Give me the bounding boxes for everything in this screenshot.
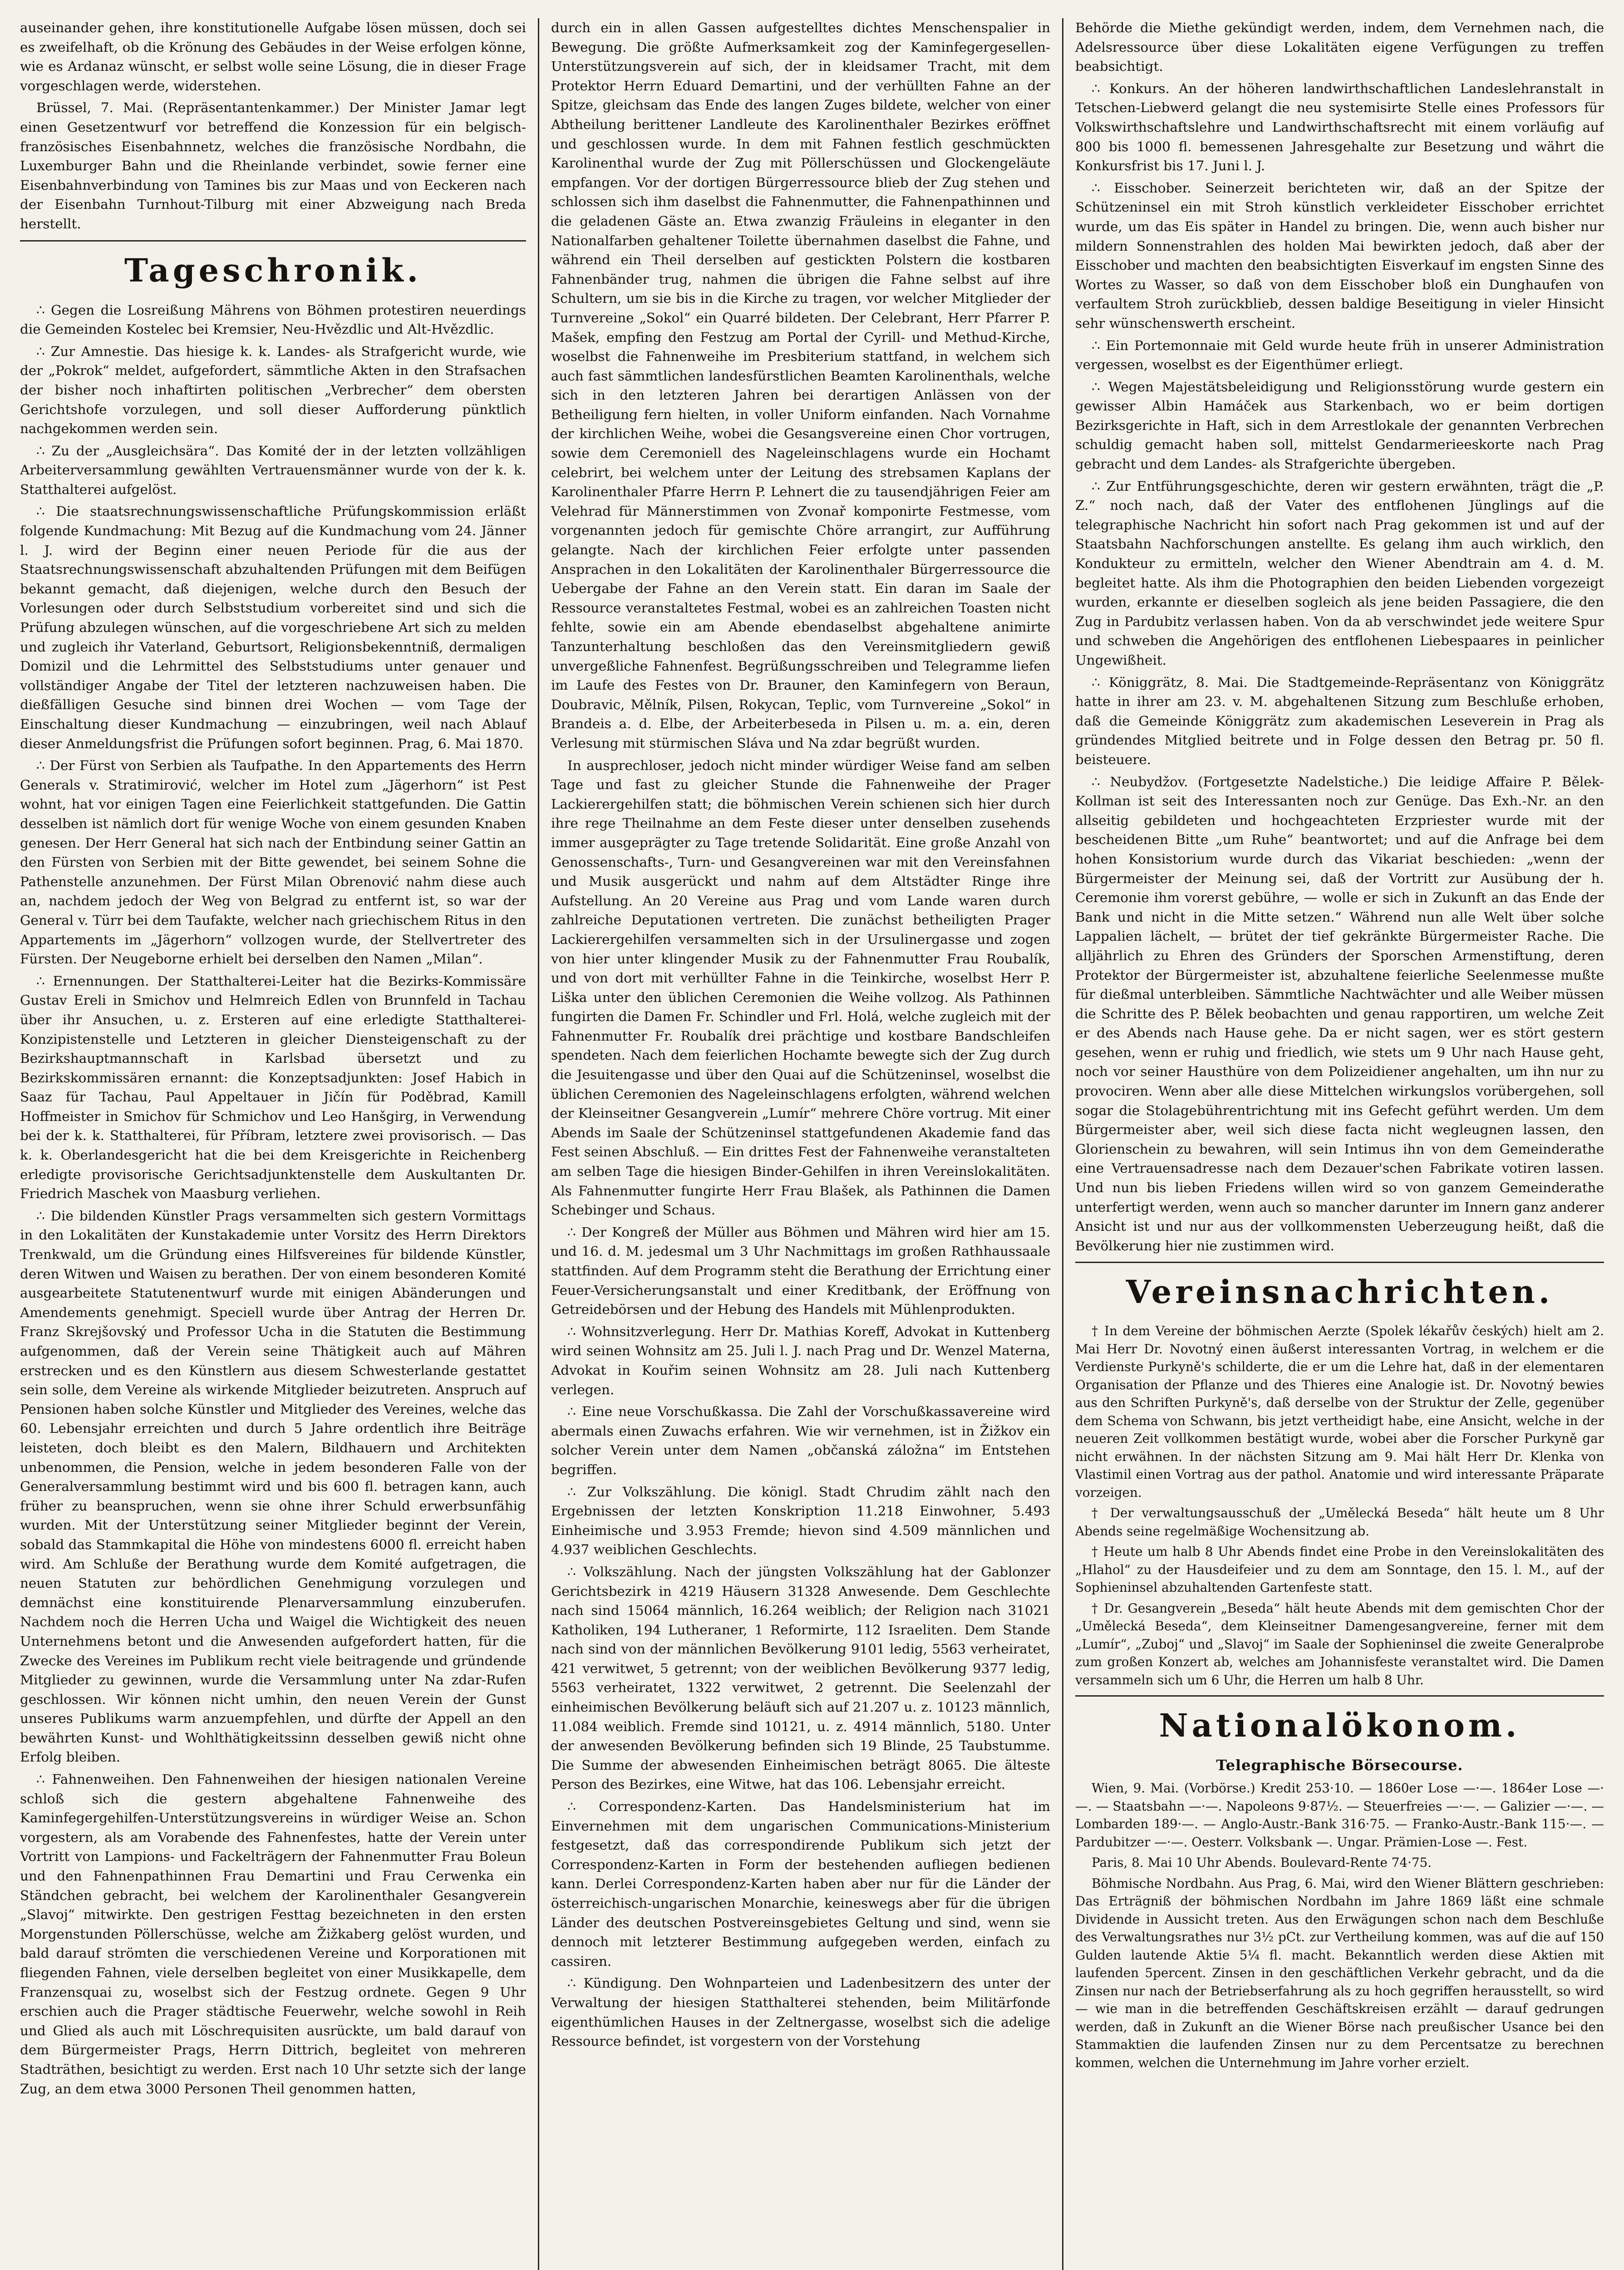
section-divider [20,240,526,242]
article-lackierer: In ausprechloser, jedoch nicht minder würdiger Weise fand am selben Tage und fast zu gleicher Stunde die Fahnenweihe der Prager Lackierergehilfen statt; die böhmischen Verein schienen sich hier durch ihre rege Theilnahme an dem Feste dieser unter denselben zusehends immer ausgeprägter zu Tage tretende Solidarität. Eine große Anzahl von Genossenschafts-, Turn- und Gesangvereinen war mit den Vereinsfahnen und Musik ausgerückt und nahm auf dem Altstädter Ringe ihre Aufstellung. An 20 Vereine aus Prag und vom Lande waren durch zahlreiche Deputationen vertreten. Die zunächst betheiligten Prager Lackierergehilfen versammelten sich in der Ursulinergasse und zogen von hier unter klingender Musik zu der Fahnenmutter Frau Roubalík, und von dort mit verhüllter Fahne in die Teinkirche, woselbst Herr P. Liška unter den üblichen Ceremonien die Weihe vollzog. Als Pathinnen fungirten die Damen Fr. Schindler und Frl. Holá, welche zugleich mit der Fahnenmutter Fr. Roubalík drei prächtige und kostbare Bandschleifen spendeten. Nach dem feierlichen Hochamte bewegte sich der Zug durch die Jesuitengasse und über den Quai auf die Schützeninsel, woselbst die üblichen Ceremonien des Nageleinschlagens erfolgten, während welchen der Kleinseitner Gesangverein „Lumír“ mehrere Chöre vortrug. Mit einer Abends im Saale der Schützeninsel stattgefundenen Akademie fand das Fest seinen Abschluß. — Ein drittes Fest der Fahnenweihe veranstalteten am selben Tage die hiesigen Binder-Gehilfen in ihren Vereinslokalitäten. Als Fahnenmutter fungirte Herr Frau Blašek, als Pathinnen die Damen Schebinger und Schaus. [551,757,1050,1218]
section-title-vereinsnachrichten: Vereinsnachrichten. [1126,1273,1554,1311]
article-amnestie: ∴ Zur Amnestie. Das hiesige k. k. Landes- als Strafgericht wurde, wie der „Pokrok“ meldet, aufgefordert, sämmtliche Akten in den Strafsachen der bisher noch inhaftirten politischen „Verbrecher“ dem obersten Gerichtshofe vorzulegen, und soll dieser Aufforderung pünktlich nachgekommen werden sein. [20,343,526,437]
article-volkszaehlung-chrudim: ∴ Zur Volkszählung. Die königl. Stadt Chrudim zählt nach den Ergebnissen der letzten Konskription 11.218 Einwohner, 5.493 Einheimische und 3.953 Fremde; hievon sind 4.509 männlichen und 4.937 weiblichen Geschlechts. [551,1484,1050,1558]
article-kuendigung-continuation: Behörde die Miethe gekündigt werden, indem, dem Vernehmen nach, die Adelsressource über diese Lokalitäten eigene Verfügungen zu treffen beabsichtigt. [1075,20,1604,74]
article-vorschusskassa: ∴ Eine neue Vorschußkassa. Die Zahl der Vorschußkassavereine wird abermals einen Zuwachs erfahren. Wie wir vernehmen, ist in Žižkov ein solcher Verein unter dem Namen „občanská záložna“ im Entstehen begriffen. [551,1404,1050,1477]
vereins-block [1075,1322,1604,1689]
article-ernennungen: ∴ Ernennungen. Der Statthalterei-Leiter hat die Bezirks-Kommissäre Gustav Ereli in Smichov und Helmreich Edlen von Brunnfeld in Tachau über ihr Ansuchen, u. z. Ersteren auf eine erledigte Statthalterei-Konzipistenstelle und Letzteren in gleicher Diensteigenschaft zu der Bezirkshauptmannschaft in Karlsbad übersetzt und zu Bezirkskommissären ernannt: die Konzeptsadjunkten: Josef Habich in Saaz für Tachau, Paul Appeltauer in Jičín für Poděbrad, Kamill Hoffmeister in Smichov für Schmichov und Leo Hanšgirg, in Verwendung bei der k. k. Statthalterei, für Příbram, letztere zwei provisorisch. — Das k. k. Oberlandesgericht hat die bei dem Kreisgerichte in Reichenberg erledigte provisorische Gerichtsadjunktenstelle dem Auskultanten Dr. Friedrich Maschek von Maasburg verliehen. [20,973,526,1202]
subheading-boersecourse: Telegraphische Börsecourse. [1216,1757,1463,1774]
article-fahnenweihen-continuation: durch ein in allen Gassen aufgestelltes dichtes Menschenspalier in Bewegung. Die größte Aufmerksamkeit zog der Kaminfegergesellen-Unterstützungsverein auf sich, der in kleidsamer Tracht, mit dem Protektor Herrn Eduard Demartini, und der verhüllten Fahne an der Spitze, gleichsam das Ende des langen Zuges bildete, welcher von einer Abtheilung berittener Landleute des Karolinenthaler Bezirkes eröffnet und geschlossen wurde. In dem mit Fahnen festlich geschmückten Karolinenthal wurde der Zug mit Pöllerschüssen und Glockengeläute empfangen. Vor der dortigen Bürgerressource blieb der Zug stehen und schlossen sich ihm daselbst die Fahnenmutter, die Fahnenpathinnen und die geladenen Gäste an. Etwa zwanzig Fräuleins in eleganter in den Nationalfarben gehaltener Toilette übernahmen daselbst die Fahne, und während ein Theil derselben auf gestickten Polstern die kostbaren Fahnenbänder trug, nahmen die übrigen die Fahne selbst auf ihre Schultern, um sie bis in die Kirche zu tragen, vor welcher Mitglieder der Turnvereine „Sokol“ ein Quarré bildeten. Der Celebrant, Herr Pfarrer P. Mašek, empfing den Festzug am Portal der Cyrill- und Methud-Kirche, woselbst die Fahnenweihe im Presbiterium stattfand, in welchem sich auch fast sämmtlichen landesfürstlichen Beamten Karolinenthals, welche sich in den letzteren Jahren bei derartigen Anlässen von der Betheiligung fern hielten, in voller Uniform einfanden. Nach Vornahme der kirchlichen Weihe, wobei die Gesangsvereine einen Chor vortrugen, sowie dem Ceremoniell des Nageleinschlagens wurde ein Hochamt celebrirt, bei welchem unter der Leitung des strebsamen Kaplans der Karolinenthaler Pfarre Herrn P. Lehnert die zu tausendjährigen Feier am Velehrad für Männerstimmen von Zvonař komponirte Festmesse, vom vorgenannten jedoch für gemischte Chöre arrangirt, zur Aufführung gelangte. Nach der kirchlichen Feier erfolgte unter passenden Ansprachen in den Lokalitäten der Karolinenthaler Bürgerressource die Uebergabe der Fahne an den Verein statt. Ein daran im Saale der Ressource veranstaltetes Festmal, wobei es an zahlreichen Toasten nicht fehlte, sowie ein am Abende ebendaselbst abgehaltene animirte Tanzunterhaltung beschloßen das den Vereinsmitgliedern gewiß unvergeßliche Fahnenfest. Begrüßungsschreiben und Telegramme liefen im Laufe des Festes von Dr. Brauner, den Kaminfegern von Beraun, Doubravic, Mělník, Pilsen, Rokycan, Teplic, vom Turnvereine „Sokol“ in Brandeis a. d. Elbe, der Arbeiterbeseda in Pilsen u. m. a. ein, deren Verlesung mit stürmischen Sláva und Na zdar begrüßt wurden. [551,20,1050,751]
section-title-nationaloekonom: Nationalökonom. [1159,1707,1521,1745]
article-aerzte: † In dem Vereine der böhmischen Aerzte (Spolek lékařův českých) hielt am 2. Mai Herr Dr. Novotný einen äußerst interessanten Vortrag, in welchem er die Verdienste Purkyně's schilderte, die er um die Lehre hat, daß in der elementaren Organisation der Pflanze und des Thieres eine Analogie ist. Dr. Novotný bewies aus den Schriften Purkyně's, daß derselbe von der Struktur der Zelle, gegenüber dem Schema von Schwann, bis jetzt vertheidigt habe, eine Ansicht, welche in der neueren Zeit vollkommen bestätigt wurde, wobei aber die Forscher Purkyně gar nicht erwähnen. In der nächsten Sitzung am 9. Mai hält Herr Dr. Klenka von Vlastimil einen Vortrag aus der pathol. Anatomie und wird interessante Präparate vorzeigen. [1075,1323,1604,1500]
article-kuenstler: ∴ Die bildenden Künstler Prags versammelten sich gestern Vormittags in den Lokalitäten der Kunstakademie unter Vorsitz des Herrn Direktors Trenkwald, um die Gründung eines Hilfsvereines für bildende Künstler, deren Witwen und Waisen zu berathen. Der von einem besonderen Komité ausgearbeitete Statutenentwurf wurde mit einigen Abänderungen und Amendements genehmigt. Speciell wurde über Antrag der Herren Dr. Franz Skrejšovský und Professor Ucha in die Statuten die Bestimmung aufgenommen, daß der Verein seine Thätigkeit auch auf Mähren erstrecken und es den Künstlern aus diesem Schwesterlande gestattet sein solle, dem Vereine als wirkende Mitglieder beizutreten. Anspruch auf Pensionen haben solche Künstler und Mitglieder des Vereines, welche das 60. Lebensjahr erreichten und durch 5 Jahre ordentlich ihre Beiträge leisteten, doch bleibt es den Malern, Bildhauern und Architekten unbenommen, die Pension, welche in jedem besonderen Falle von der Generalversammlung bestimmt wird und bis 600 fl. betragen kann, auch früher zu beanspruchen, wenn sie ohne ihrer Schuld erwerbsunfähig wurden. Mit der Unterstützung seiner Mitglieder beginnt der Verein, sobald das Stammkapital die Höhe von mindestens 6000 fl. erreicht haben wird. Am Schluße der Berathung wurde dem Komité aufgetragen, die neuen Statuten zur behördlichen Genehmigung vorzulegen und demnächst eine konstituirende Plenarversammlung einzuberufen. Nachdem noch die Herren Ucha und Waigel die Wichtigkeit des neuen Unternehmens betont und die Anwesenden aufgefordert hatten, für die Zwecke des Vereines im Publikum recht viele beitragende und gründende Mitglieder zu gewinnen, wurde die Versammlung unter Na zdar-Rufen geschlossen. Wir können nicht umhin, den neuen Verein der Gunst unseres Publikums warm anzuempfehlen, und dürfte der Appell an den bewährten Kunst- und Wohlthätigkeitssinn desselben gewiß nicht ohne Erfolg bleiben. [20,1208,526,1765]
article-koeniggraetz: ∴ Königgrätz, 8. Mai. Die Stadtgemeinde-Repräsentanz von Königgrätz hatte in ihrer am 23. v. M. abgehaltenen Sitzung zum Beschluße erhoben, daß die Gemeinde Königgrätz zum akademischen Leseverein in Prag als gründendes Mitglied beitrete und in Folge dessen den Betrag pr. 50 fl. beisteuere. [1075,674,1604,767]
section-divider [1075,1695,1604,1697]
article-kongress-mueller: ∴ Der Kongreß der Müller aus Böhmen und Mähren wird hier am 15. und 16. d. M. jedesmal um 3 Uhr Nachmittags im großen Rathhaussaale stattfinden. Auf dem Programm steht die Berathung der Errichtung einer Feuer-Versicherungsanstalt und einer Kreditbank, der Eröffnung von Getreidebörsen und der Hebung des Handels mit Mühlenprodukten. [551,1224,1050,1318]
article-fuerst-serbien: ∴ Der Fürst von Serbien als Taufpathe. In den Appartements des Herrn Generals v. Stratimirović, welcher im Hotel zum „Jägerhorn“ ist Pest wohnt, hat vor einigen Tagen eine Feierlichkeit stattgefunden. Die Gattin desselben ist nämlich dort für wenige Woche von einem gesunden Knaben genesen. Der Herr General hat sich nach der Entbindung seiner Gattin an den Fürsten von Serbien mit der Bitte gewendet, bei seinem Sohne die Pathenstelle anzunehmen. Der Fürst Milan Obrenović nahm diese auch an, nachdem jedoch der Weg von Belgrad zu entfernt ist, so war der General v. Türr bei dem Taufakte, welcher nach griechischem Ritus in den Appartements im „Jägerhorn“ vollzogen wurde, der Stellvertreter des Fürsten. Der Neugeborne erhielt bei derselben den Namen „Milan“. [20,758,526,967]
article-majestaetsbeleidigung: ∴ Wegen Majestätsbeleidigung und Religionsstörung wurde gestern ein gewisser Albin Hamáček aus Starkenbach, wo er beim dortigen Bezirksgerichte in Haft, sich in dem Arrestlokale der genannten Verbrechen schuldig gemacht haben soll, mittelst Gendarmerieeskorte nach Prag gebracht und dem Landes- als Strafgerichte übergeben. [1075,379,1604,472]
column-layout [20,18,1604,2270]
article-nordbahn: Böhmische Nordbahn. Aus Prag, 6. Mai, wird den Wiener Blättern geschrieben: Das Erträgniß der böhmischen Nordbahn im Jahre 1869 läßt eine schmale Dividende in Aussicht treten. Aus den Erwägungen schon nach dem Beschluße des Verwaltungsrathes nur 3½ pCt. zur Vertheilung kommen, was auf die auf 150 Gulden lautende Aktie 5¼ fl. macht. Bekanntlich werden diese Aktien mit laufenden 5percent. Zinsen in den geschäftlichen Verkehr gebracht, und da die Zinsen nur nach der Betriebserfahrung als zu hoch gegriffen herausstellt, so wird — wie man in die betreffenden Geschäftskreisen erzählt — darauf gedrungen werden, daß in Zukunft an die Wiener Börse nach preußischer Usance bei den Stammaktien die laufenden Zinsen nur zu dem Percentsatze zu berechnen kommen, welchen die Unternehmung im Jahre vorher erzielt. [1075,1875,1604,2070]
article-ausgleichsaera: ∴ Zu der „Ausgleichsära“. Das Komité der in der letzten vollzähligen Arbeiterversammlung gewählten Vertrauensmänner wurde von der k. k. Statthalterei aufgelöst. [20,443,526,497]
column-middle [538,18,1062,2270]
article-correspondenz-karten: ∴ Correspondenz-Karten. Das Handelsministerium hat im Einvernehmen mit dem ungarischen Communications-Ministerium festgesetzt, daß das correspondirende Publikum sich jetzt der Correspondenz-Karten in Form der bestehenden aufliegen bedienen kann. Derlei Correspondenz-Karten haben aber nur für die Länder der österreichisch-ungarischen Monarchie, keineswegs aber für die übrigen Länder des deutschen Postvereinsgebietes Geltung und sind, wenn sie dennoch mit letzterer Bestimmung aufgegeben werden, einfach zu cassiren. [551,1799,1050,1969]
boerse-block [1075,1779,1604,2072]
article-beseda: † Dr. Gesangverein „Beseda“ hält heute Abends mit dem gemischten Chor der „Umělecká Beseda“, dem Kleinseitner Damengesangvereine, ferner mit dem „Lumír“, „Zuboj“ und „Slavoj“ im Saale der Sophieninsel die zweite Generalprobe zum großen Konzert ab, welches am Johannisfeste veranstaltet wird. Die Damen versammeln sich um 6 Uhr, die Herren um halb 8 Uhr. [1075,1600,1604,1688]
article-paris-boerse: Paris, 8. Mai 10 Uhr Abends. Boulevard-Rente 74·75. [1092,1855,1432,1870]
article-eisschober: ∴ Eisschober. Seinerzeit berichteten wir, daß an der Spitze der Schützeninsel ein mit Stroh künstlich verkleideter Eisschober errichtet wurde, um das Eis später in Handel zu bringen. Die, wenn auch bisher nur mildern Sonnenstrahlen des holden Mai bewirkten jedoch, daß aber der Eisschober und machten den beabsichtigten Eisverkauf im engsten Sinne des Wortes zu Wasser, so daß von dem Eisschober bloß ein Dunghaufen von verfaultem Stroh zurückblieb, dessen baldige Beseitigung in vieler Hinsicht sehr wünschenswerth erscheint. [1075,180,1604,331]
section-title-tageschronik: Tageschronik. [124,251,422,289]
column-right [1062,18,1604,2270]
section-divider [1075,1262,1604,1263]
article-kuendigung: ∴ Kündigung. Den Wohnparteien und Ladenbesitzern des unter der Verwaltung der hiesigen Statthalterei stehenden, beim Militärfonde eigenthümlichen Hauses in der Zeltnergasse, woselbst sich die adelige Ressource befindet, ist vorgestern von der Vorstehung [551,1975,1050,2049]
article-neubydzov: ∴ Neubydžov. (Fortgesetzte Nadelstiche.) Die leidige Affaire P. Bělek-Kollman ist seit des Interessanten noch zur Genüge. Das Exh.-Nr. an den allseitig gebildeten und hochgeachteten Erzpriester wurde mit der bescheidenen Bitte „um Ruhe“ beantwortet; und auf die Anfrage bei dem hohen Konsistorium wurde durch das Vikariat beschieden: „wenn der Bürgermeister der Meinung sei, daß der Vortritt zur Ausübung der h. Ceremonie ihm vorerst gebühre, — wolle er sich in Zukunft an das Ende der Bank und nicht in die Mitte setzen.“ Während nun alle Welt über solche Lappalien lächelt, — brütet der tief gekränkte Bürgermeister Rache. Die alljährlich zu Ehren des Gründers der Sporschen Armenstiftung, deren Protektor der Bürgermeister ist, abzuhaltene feierliche Seelenmesse mußte für dießmal unterbleiben. Sämmtliche Nachtwächter und alle Weiber müssen die Schritte des P. Bělek beobachten und genau rapportiren, um welche Zeit er des Abends nach Hause gehe. Da er nicht sagen, wer es stört gestern gesehen, wenn er ruhig und friedlich, wie stets um 9 Uhr nach Hause geht, noch vor seiner Hausthüre von dem Polizeidiener angehalten, um ihn nur zu provociren. Wenn aber alle diese Mittelchen wirkungslos vorübergehen, soll sogar die Stolagebührentrichtung mit ins Gefecht geführt werden. Um dem Bürgermeister aber, weil sich diese facta nicht wegleugnen lassen, den Glorienschein zu bewahren, will sein Intimus ihn von dem Gemeinderathe eine Vertrauensadresse nach dem Dezauer'schen Fabrikate votiren lassen. Und nun bis lieben Friedens willen wird so von ganzem Gemeinderathe unterfertigt werden, wenn auch so mancher darunter im Innern ganz anderer Ansicht ist und nur aus der vollkommensten Ueberzeugung heißt, daß die Bevölkerung hier nie zustimmen wird. [1075,774,1604,1253]
article-brussel: Brüssel, 7. Mai. (Repräsentantenkammer.) Der Minister Jamar legt einen Gesetzentwurf vor betreffend die Konzession für ein belgisch-französisches Eisenbahnnetz, welches die französische Nordbahn, die Luxemburger Bahn und die Rheinlande verbindet, sowie ferner eine Eisenbahnverbindung von Tamines bis zur Maas und von Eeckeren nach der Eisenbahn Turnhout-Tilburg mit einer Abzweigung nach Breda herstellt. [20,100,526,232]
article-konkurs: ∴ Konkurs. An der höheren landwirthschaftlichen Landeslehranstalt in Tetschen-Liebwerd gelangt die neu systemisirte Stelle eines Professors für Volkswirthschaftslehre und Landwirthschaftsrecht mit einem vorläufig auf 800 bis 1000 fl. bemessenen Jahresgehalte zur Besetzung und währt die Konkursfrist bis 17. Juni l. J. [1075,80,1604,174]
article-umelecka: † Der verwaltungsausschuß der „Umělecká Beseda“ hält heute um 8 Uhr Abends seine regelmäßige Wochensitzung ab. [1075,1505,1604,1539]
article-fahnenweihen: ∴ Fahnenweihen. Den Fahnenweihen der hiesigen nationalen Vereine schloß sich die gestern abgehaltene Fahnenweihe des Kaminfegergehilfen-Unterstützungsvereins in würdiger Weise an. Schon vorgestern, als am Vorabende des Fahnenfestes, hatte der Verein unter Vortritt von Lampions- und Fackelträgern der Fahnenmutter Frau Boleun und den Fahnenpathinnen Frau Demartini und Frau Cerwenka ein Ständchen gebracht, bei welchem der Karolinenthaler Gesangverein „Slavoj“ mitwirkte. Den gestrigen Festtag bezeichneten in den ersten Morgenstunden Pöllerschüsse, welche am Žižkaberg gelöst wurden, und bald darauf strömten die verschiedenen Vereine und Korporationen mit fliegenden Fahnen, viele derselben begleitet von einer Musikkapelle, dem Franzensquai zu, woselbst sich der Festzug ordnete. Gegen 9 Uhr erschien auch die Prager städtische Feuerwehr, welche sowohl in Reih und Glied als auch mit Löschrequisiten ausrückte, um bald darauf von dem Bürgermeister Prags, Herrn Dittrich, begleitet von mehreren Stadträthen, besichtigt zu werden. Erst nach 10 Uhr setzte sich der lange Zug, an dem etwa 3000 Personen Theil genommen hatten, [20,1772,526,2097]
article-entfuehrung: ∴ Zur Entführungsgeschichte, deren wir gestern erwähnten, trägt die „P. Z.“ noch nach, daß der Vater des entflohenen Jünglings auf die telegraphische Nachricht hin sofort nach Prag gekommen ist und auf der Staatsbahn Nachforschungen anstellte. Es gelang ihm auch wirklich, den Kondukteur zu ermitteln, welcher den Wiener Abendtrain am 4. d. M. begleitet hatte. Als ihm die Photographien den beiden Liebenden vorgezeigt wurden, erkannte er dieselben sogleich als jene beiden Passagiere, die den Zug in Pardubitz verlassen haben. Von da ab verschwindet jede weitere Spur und schweben die Angehörigen des entflohenen Liebespaares in peinlicher Ungewißheit. [1075,478,1604,668]
article-wohnsitzverlegung: ∴ Wohnsitzverlegung. Herr Dr. Mathias Koreff, Advokat in Kuttenberg wird seinen Wohnsitz am 25. Juli l. J. nach Prag und Dr. Wenzel Materna, Advokat in Kouřim seinen Wohnsitz am 28. Juli nach Kuttenberg verlegen. [551,1323,1050,1397]
article-hlahol: † Heute um halb 8 Uhr Abends findet eine Probe in den Vereinslokalitäten des „Hlahol“ zu der Hausdeifeier und zu dem am Sonntage, den 15. l. M., auf der Sophieninsel abzuhaltenden Gartenfeste statt. [1075,1544,1604,1595]
article-portemonnaie: ∴ Ein Portemonnaie mit Geld wurde heute früh in unserer Administration vergessen, woselbst es der Eigenthümer erliegt. [1075,337,1604,373]
article-losreissung: ∴ Gegen die Losreißung Mährens von Böhmen protestiren neuerdings die Gemeinden Kostelec bei Kremsier, Neu-Hvězdlic und Alt-Hvězdlic. [20,302,526,337]
article-volkszaehlung-gablonz: ∴ Volkszählung. Nach der jüngsten Volkszählung hat der Gablonzer Gerichtsbezirk in 4219 Häusern 31328 Anwesende. Dem Geschlechte nach sind 15064 männlich, 16.264 weiblich; der Religion nach 31021 Katholiken, 194 Lutheraner, 1 Reformirte, 112 Israeliten. Dem Stande nach sind von der männlichen Bevölkerung 9101 ledig, 5563 verheiratet, 421 verwitwet, 5 getrennt; von der weiblichen Bevölkerung 9377 ledig, 5563 verheiratet, 1322 verwitwet, 2 getrennt. Die Seelenzahl der einheimischen Bevölkerung beläuft sich auf 21.207 u. z. 10123 männlich, 11.084 weiblich. Fremde sind 10121, u. z. 4914 männlich, 5180. Unter der anwesenden Bevölkerung befinden sich 19 Blinde, 25 Taubstumme. Die Summe der abwesenden Einheimischen beträgt 8065. Die älteste Person des Bezirkes, eine Witwe, hat das 106. Lebensjahr erreicht. [551,1564,1050,1792]
column-left [20,18,538,2270]
article-wien-boerse: Wien, 9. Mai. (Vorbörse.) Kredit 253·10. — 1860er Lose —·—. 1864er Lose —·—. — Staatsbahn —·—. Napoleons 9·87½. — Steuerfreies —·—. — Galizier —·—. — Lombarden 189·—. — Anglo-Austr.-Bank 316·75. — Franko-Austr.-Bank 115·—. — Pardubitzer —·—. Oesterr. Volksbank —. Ungar. Prämien-Lose —. Fest. [1075,1781,1604,1850]
article-intro-continuation: auseinander gehen, ihre konstitutionelle Aufgabe lösen müssen, doch sei es zweifelhaft, ob die Krönung des Gebäudes in der Weise erfolgen könne, wie es Ardanaz wünscht, er selbst wolle seine Lösung, die in dieser Frage vorgeschlagen werde, widerstehen. [20,20,526,94]
article-pruefungskommission: ∴ Die staatsrechnungswissenschaftliche Prüfungskommission erläßt folgende Kundmachung: Mit Bezug auf die Kundmachung vom 24. Jänner l. J. wird der Beginn einer neuen Periode für die aus der Staatsrechnungswissenschaft abzuhaltenden Prüfungen mit dem Beifügen bekannt gemacht, daß diejenigen, welche durch den Besuch der Vorlesungen oder durch Selbststudium vorbereitet sind und sich die Prüfung abzulegen wünschen, auf die vorgeschriebene Art sich zu melden und zugleich ihr Vaterland, Geburtsort, Religionsbekenntniß, dermaligen Domizil und die Lehrmittel des Selbststudiums unter genauer und vollständiger Angabe der Titel der letzteren nachzuweisen haben. Die dießfälligen Gesuche sind binnen drei Wochen — vom Tage der Einschaltung dieser Kundmachung — einzubringen, weil nach Ablauf dieser Anmeldungsfrist die Prüfungen sofort beginnen. Prag, 6. Mai 1870. [20,503,526,751]
